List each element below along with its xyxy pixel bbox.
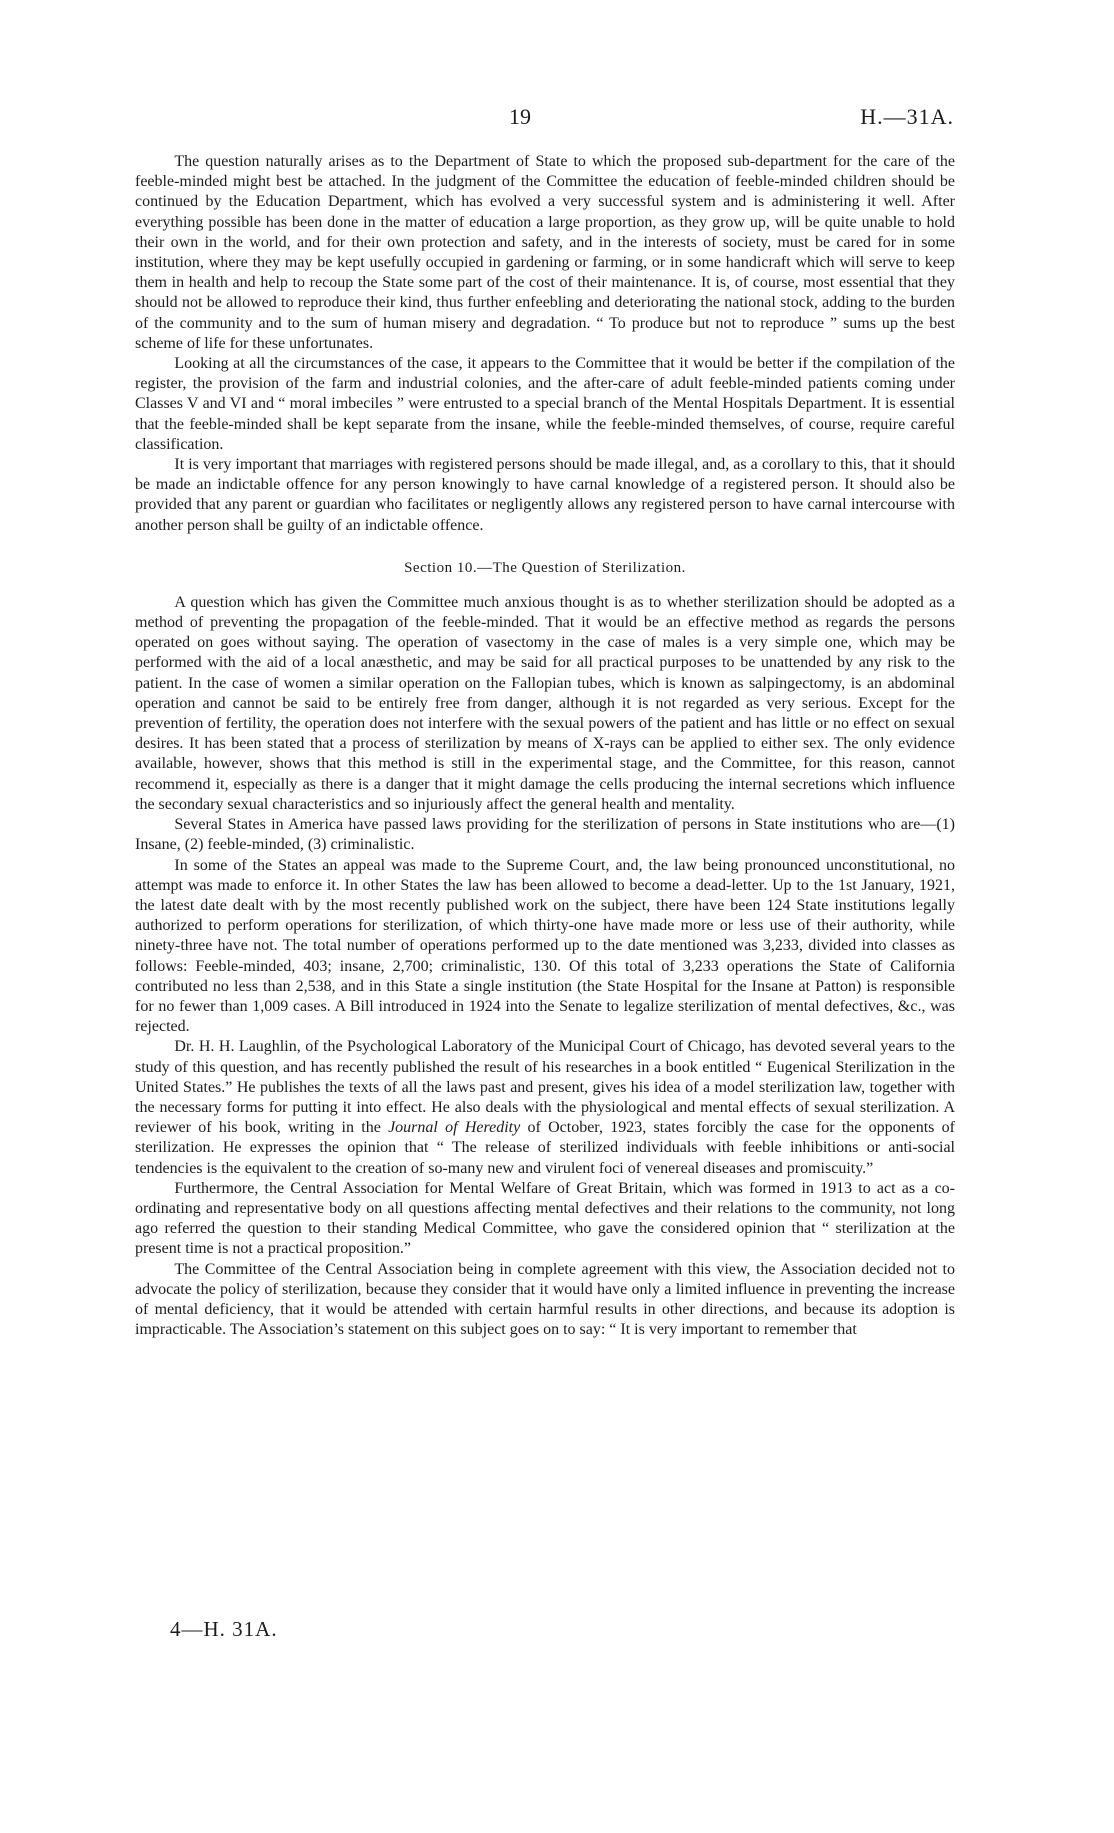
paragraph-supreme-court: In some of the States an appeal was made to the Supreme Court, and, the law being pronounced unconstitutional, no attempt was made to enforce it. In other States the law has been allowed to become a dead-letter. Up to the 1st January, 1921, the latest date dealt with by the most recently published work on the subject, there have been 124 State institutions legally authorized to perform operations for sterilization, of which thirty-one have made more or less use of their authority, while ninety-three have not. The total number of operations performed up to the date mentioned was 3,233, divided into classes as follows: Feeble-minded, 403; insane, 2,700; criminalistic, 130. Of this total of 3,233 operations the State of California contributed no less than 2,538, and in this State a single institution (the State Hospital for the Insane at Patton) is responsible for no fewer than 1,009 cases. A Bill introduced in 1924 into the Senate to legalize sterilization of mental defectives, &c., was rejected. (135, 856, 955, 1036)
paragraph-laughlin (135, 1037, 955, 1178)
laughlin-text-part-2: of October, 1923, states forcibly the case for the opponents of sterilization. He expresses the opinion that “ The release of sterilized individuals with feeble inhibitions or anti-social tendencies is the equivalent to the creation of so-many new and virulent foci of venereal diseases and promiscuity.” (135, 1119, 956, 1177)
footer-signature: 4—H. 31A. (170, 1617, 278, 1641)
paragraph-department-question: The question naturally arises as to the Department of State to which the proposed sub-department for the care of the feeble-minded might best be attached. In the judgment of the Committee the education of feeble-minded children should be continued by the Education Department, which has evolved a very successful system and is administering it well. After everything possible has been done in the matter of education a large proportion, as they grow up, will be quite unable to hold their own in the world, and for their own protection and safety, and in the interests of society, must be cared for in some institution, where they may be kept usefully occupied in gardening or farming, or in some handicraft which will serve to keep them in health and help to recoup the State some part of the cost of their maintenance. It is, of course, most essential that they should not be allowed to reproduce their kind, thus further enfeebling and deteriorating the national stock, adding to the burden of the community and to the sum of human misery and degradation. “ To produce but not to reproduce ” sums up the best scheme of life for these unfortunates. (135, 153, 955, 352)
paragraph-american-states: Several States in America have passed laws providing for the sterilization of persons in State institutions who are—(1) Insane, (2) feeble-minded, (3) criminalistic. (135, 816, 955, 854)
journal-title: Journal of Heredity (388, 1119, 521, 1137)
laughlin-text-part-1: Dr. H. H. Laughlin, of the Psychological Laboratory of the Municipal Court of Chicago, has devoted several years to the study of this question, and has recently published the result of his researches in a book entitled “ Eugenical Sterilization in the United States.” He publishes the texts of all the laws past and present, gives his idea of a model sterilization law, together with the necessary forms for putting it into effect. He also deals with the physiological and mental effects of sexual sterilization. A reviewer of his book, writing in the (135, 1038, 955, 1137)
paragraph-committee-agreement: The Committee of the Central Association being in complete agreement with this view, the Association decided not to advocate the policy of sterilization, because they consider that it would have only a limited influence in preventing the increase of mental deficiency, that it would be attended with certain harmful results in other directions, and because its adoption is impracticable. The Association’s statement on this subject goes on to say: “ It is very important to remember that (135, 1260, 955, 1339)
paragraph-circumstances: Looking at all the circumstances of the case, it appears to the Committee that it would be better if the compilation of the register, the provision of the farm and industrial colonies, and the after-care of adult feeble-minded patients coming under Classes V and VI and “ moral imbeciles ” were entrusted to a special branch of the Mental Hospitals Department. It is essential that the feeble-minded shall be kept separate from the insane, while the feeble-minded themselves, of course, require careful classification. (135, 355, 955, 453)
paragraph-sterilization-question: A question which has given the Committee much anxious thought is as to whether sterilization should be adopted as a method of preventing the propagation of the feeble-minded. That it would be an effective method as regards the persons operated on goes without saying. The operation of vasectomy in the case of males is a very simple one, which may be performed with the aid of a local anæsthetic, and may be said for all practical purposes to be unattended by any risk to the patient. In the case of women a similar operation on the Fallopian tubes, which is known as salpingectomy, is an abdominal operation and cannot be said to be entirely free from danger, although it is not regarded as very serious. Except for the prevention of fertility, the operation does not interfere with the sexual powers of the patient and has little or no effect on sexual desires. It has been stated that a process of sterilization by means of X-rays can be applied to either sex. The only evidence available, however, shows that this method is still in the experimental stage, and the Committee, for this reason, cannot recommend it, especially as there is a danger that it might damage the cells producing the internal secretions which influence the secondary sexual characteristics and so injuriously affect the general health and mentality. (135, 593, 955, 813)
paragraph-central-association: Furthermore, the Central Association for Mental Welfare of Great Britain, which was formed in 1913 to act as a co-ordinating and representative body on all questions affecting mental defectives and their relations to the community, not long ago referred the question to their standing Medical Committee, who gave the considered opinion that “ sterilization at the present time is not a practical proposition.” (135, 1179, 955, 1258)
page-number: 19 (509, 104, 531, 129)
paragraph-marriages: It is very important that marriages with registered persons should be made illegal, and, as a corollary to this, that it should be made an indictable offence for any person knowingly to have carnal knowledge of a registered person. It should also be provided that any parent or guardian who facilitates or negligently allows any registered person to have carnal intercourse with another person shall be guilty of an indictable offence. (135, 456, 955, 534)
section-heading: Section 10.—The Question of Sterilization. (404, 559, 686, 576)
document-code: H.—31A. (860, 104, 954, 129)
document-body (135, 152, 955, 1340)
